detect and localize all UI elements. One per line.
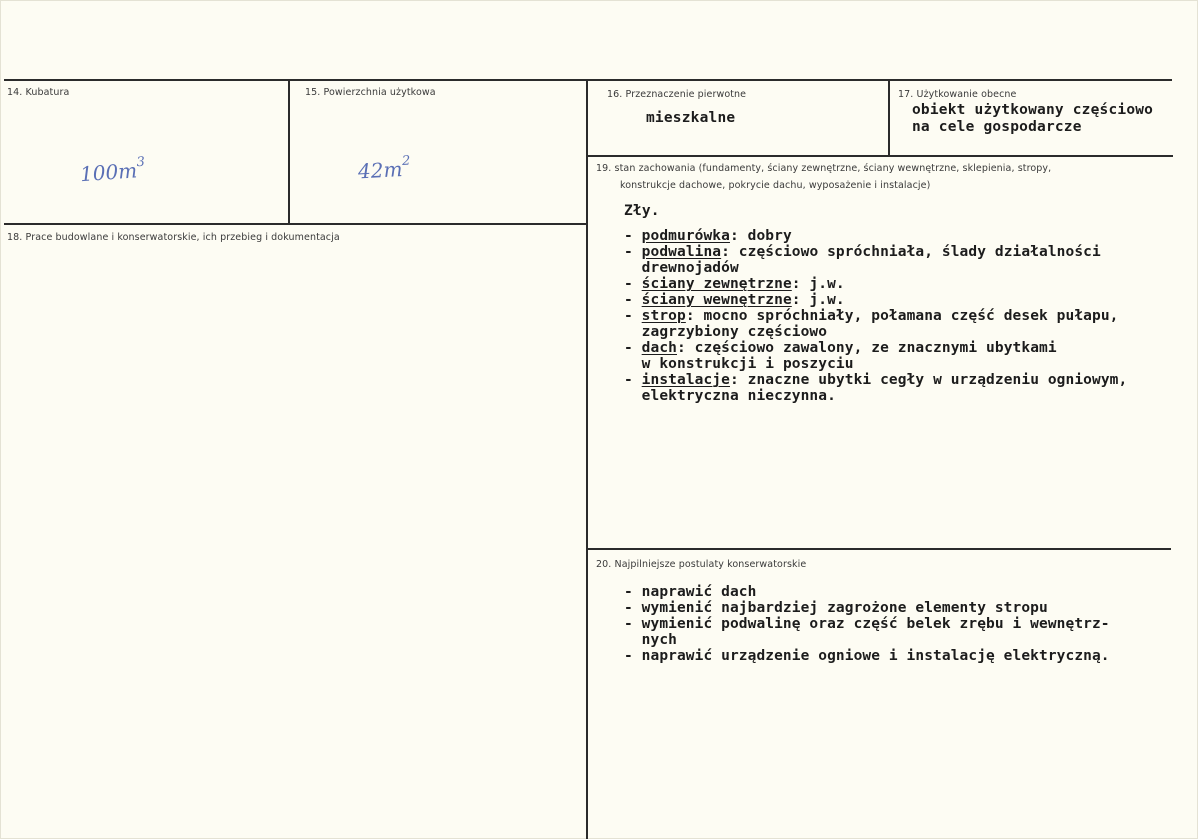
field-14-value	[79, 155, 146, 187]
condition-item	[624, 324, 1127, 340]
condition-item-dash	[624, 260, 642, 276]
condition-item-term: dach	[641, 340, 677, 356]
rule-under-16-17	[587, 155, 1173, 157]
condition-item	[624, 388, 1127, 404]
condition-item-text: elektryczna nieczynna.	[641, 388, 836, 404]
field-16-value: mieszkalne	[646, 110, 736, 126]
condition-item-dash	[624, 388, 642, 404]
condition-item	[624, 244, 1127, 260]
field-19-heading: Zły.	[624, 203, 660, 219]
condition-item	[624, 228, 1127, 244]
postulate-item: nych	[624, 632, 677, 648]
postulate-item: - wymienić najbardziej zagrożone elementy stropu	[624, 600, 1048, 616]
field-15-unit: m	[382, 157, 404, 183]
field-20-label: 20. Najpilniejsze postulaty konserwatorskie	[596, 559, 807, 570]
condition-item-dash: -	[624, 228, 642, 244]
field-15-exponent: 2	[401, 153, 411, 170]
field-14-label: 14. Kubatura	[7, 87, 70, 98]
rule-above-20	[587, 548, 1171, 550]
condition-item-term: ściany wewnętrzne	[641, 292, 792, 308]
condition-item-dash	[624, 356, 642, 372]
condition-item-text: : znaczne ubytki cegły w urządzeniu ogniowym,	[729, 372, 1128, 388]
condition-item-text: drewnojadów	[641, 260, 739, 276]
condition-item-dash: -	[624, 308, 642, 324]
condition-item-text: : częściowo spróchniała, ślady działalności	[721, 244, 1101, 260]
postulate-item: - naprawić urządzenie ogniowe i instalację elektryczną.	[624, 648, 1110, 664]
field-18-label: 18. Prace budowlane i konserwatorskie, ich przebieg i dokumentacja	[7, 232, 340, 243]
rule-top	[4, 79, 1172, 81]
condition-item	[624, 260, 1127, 276]
condition-item-term: podmurówka	[641, 228, 730, 244]
condition-item-text: : częściowo zawalony, ze znacznymi ubytkami	[677, 340, 1057, 356]
field-17-value-line2: na cele gospodarcze	[912, 119, 1082, 135]
field-19-label-line1: 19. stan zachowania (fundamenty, ściany zewnętrzne, ściany wewnętrzne, sklepienia, stropy,	[596, 163, 1052, 174]
condition-item-term: instalacje	[641, 372, 730, 388]
field-15-value	[357, 153, 411, 184]
field-15-number: 42	[357, 158, 385, 184]
field-17-value-line1: obiekt użytkowany częściowo	[912, 102, 1154, 118]
field-17-label: 17. Użytkowanie obecne	[898, 89, 1017, 100]
condition-item-term: podwalina	[641, 244, 722, 260]
field-20-postulates-list	[624, 584, 1110, 664]
condition-item	[624, 292, 1127, 308]
condition-item-dash: -	[624, 372, 642, 388]
condition-item-text: : dobry	[729, 228, 792, 244]
condition-item-text: w konstrukcji i poszyciu	[641, 356, 854, 372]
postulate-item: - wymienić podwalinę oraz część belek zrębu i wewnętrz-	[624, 616, 1110, 632]
condition-item-text: : j.w.	[791, 276, 845, 292]
condition-item-text: : j.w.	[791, 292, 845, 308]
rule-v-left-right	[586, 80, 588, 839]
condition-item	[624, 276, 1127, 292]
condition-item-dash: -	[624, 244, 642, 260]
condition-item-dash: -	[624, 340, 642, 356]
condition-item-dash: -	[624, 292, 642, 308]
condition-item-dash: -	[624, 276, 642, 292]
field-14-exponent: 3	[136, 155, 146, 171]
field-14-unit: m	[117, 158, 138, 184]
rule-v-14-15	[288, 80, 290, 224]
condition-item	[624, 356, 1127, 372]
condition-item-term: strop	[641, 308, 686, 324]
condition-item	[624, 340, 1127, 356]
condition-item-term: ściany zewnętrzne	[641, 276, 792, 292]
field-14-number: 100	[79, 159, 120, 187]
field-19-label-line2: konstrukcje dachowe, pokrycie dachu, wyposażenie i instalacje)	[620, 180, 931, 191]
condition-item	[624, 308, 1127, 324]
condition-item-dash	[624, 324, 642, 340]
rule-under-14-15	[4, 223, 588, 225]
condition-item-text: zagrzybiony częściowo	[641, 324, 828, 340]
field-19-condition-list	[624, 228, 1127, 404]
condition-item	[624, 372, 1127, 388]
field-15-label: 15. Powierzchnia użytkowa	[305, 87, 436, 98]
postulate-item: - naprawić dach	[624, 584, 757, 600]
field-16-label: 16. Przeznaczenie pierwotne	[607, 89, 747, 100]
condition-item-text: : mocno spróchniały, połamana część desek pułapu,	[685, 308, 1119, 324]
rule-v-16-17	[888, 80, 890, 156]
